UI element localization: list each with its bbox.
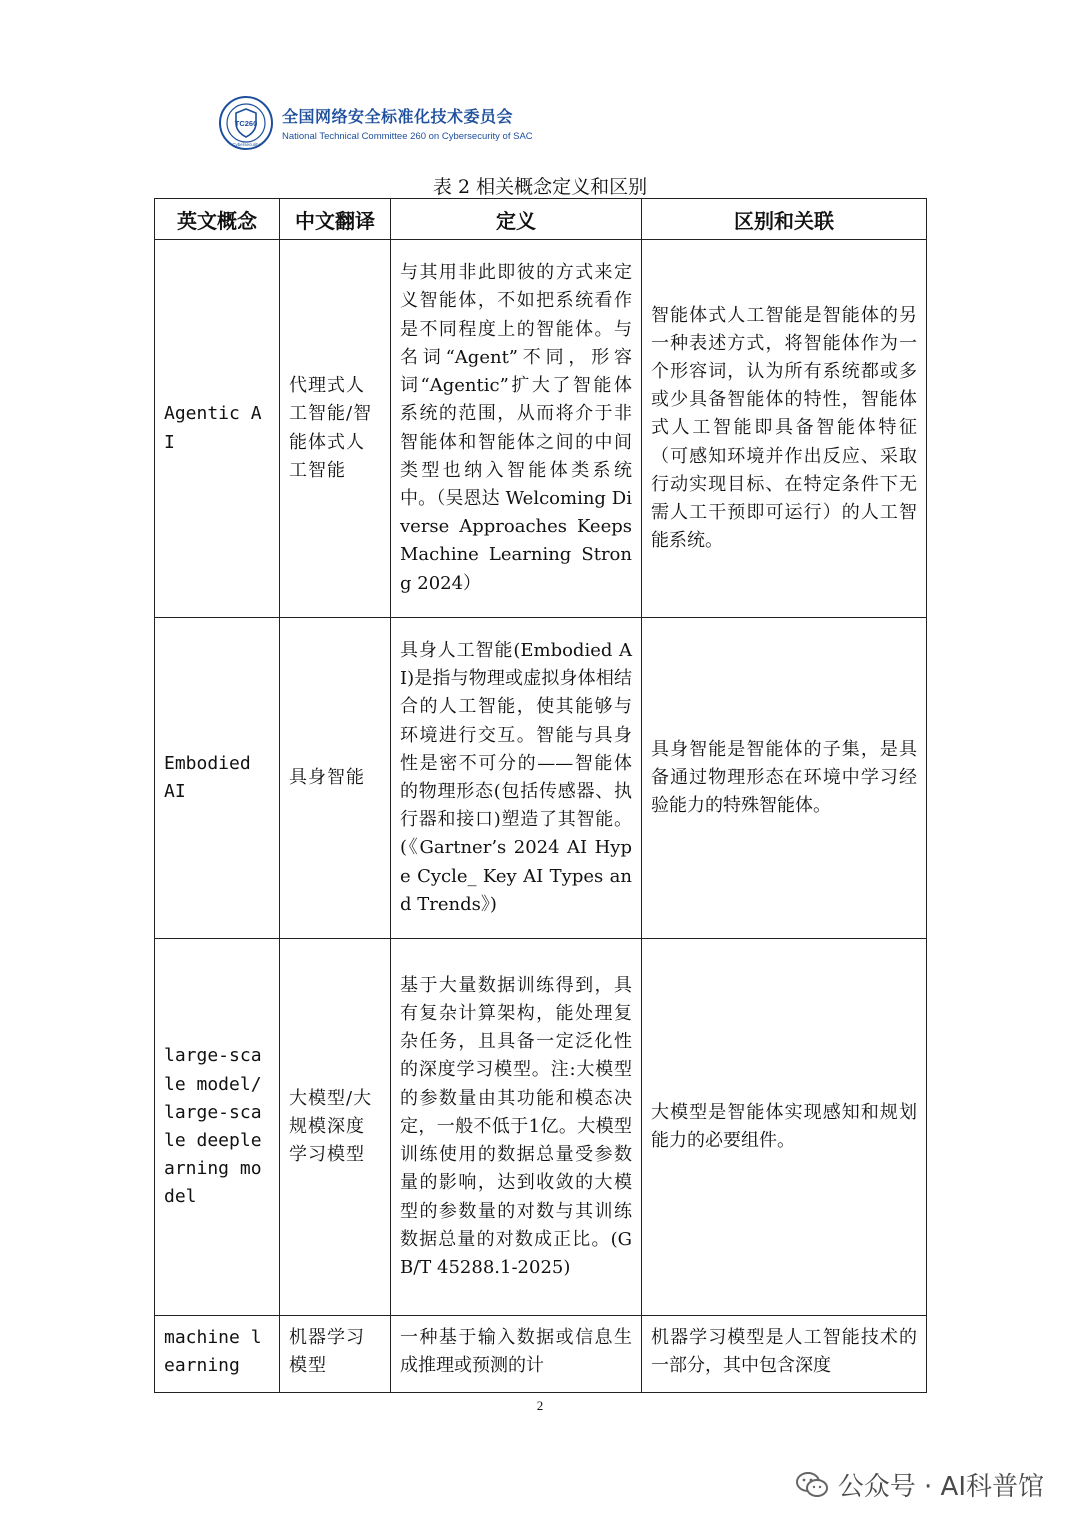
cell-definition: 与其用非此即彼的方式来定义智能体，不如把系统看作是不同程度上的智能体。与名词“Agent”不同，形容词“Agentic”扩大了智能体系统的范围，从而将介于非智能体和智能体之间的中间类型也纳入智能体类系统中。（吴恩达 Welcoming Diverse Approaches Keeps Machine Learning Strong 2024）	[391, 240, 642, 618]
header-english-concept: 英文概念	[155, 199, 280, 240]
wechat-icon	[794, 1467, 830, 1503]
cell-english: machine learning	[155, 1316, 280, 1393]
header-chinese-translation: 中文翻译	[280, 199, 391, 240]
table-header-row	[155, 199, 927, 240]
cell-english: Embodied AI	[155, 618, 280, 939]
table-row	[155, 618, 927, 939]
header-difference: 区别和关联	[642, 199, 927, 240]
cell-difference: 机器学习模型是人工智能技术的一部分，其中包含深度	[642, 1316, 927, 1393]
cell-definition: 一种基于输入数据或信息生成推理或预测的计	[391, 1316, 642, 1393]
cell-definition: 具身人工智能(Embodied AI)是指与物理或虚拟身体相结合的人工智能，使其能够与环境进行交互。智能与具身性是密不可分的——智能体的物理形态(包括传感器、执行器和接口)塑造了其智能。(《Gartner’s 2024 AI Hype Cycle_ Key AI Types and Trends》)	[391, 618, 642, 939]
tc260-logo-icon	[218, 95, 274, 151]
cell-chinese: 大模型/大规模深度学习模型	[280, 939, 391, 1316]
logo-text: TC260	[234, 119, 258, 128]
watermark-text: 公众号 · AI科普馆	[837, 1472, 1044, 1502]
cell-chinese: 代理式人工智能/智能体式人工智能	[280, 240, 391, 618]
table-row	[155, 939, 927, 1316]
cell-chinese: 机器学习模型	[280, 1316, 391, 1393]
cell-chinese: 具身智能	[280, 618, 391, 939]
org-name-en: National Technical Committee 260 on Cybersecurity of SAC	[282, 131, 533, 142]
cell-difference: 具身智能是智能体的子集，是具备通过物理形态在环境中学习经验能力的特殊智能体。	[642, 618, 927, 939]
organization-name	[282, 104, 533, 142]
table-row	[155, 1316, 927, 1393]
cell-english: large-scale model/large-scale deeplearning model	[155, 939, 280, 1316]
cell-difference: 智能体式人工智能是智能体的另一种表述方式，将智能体作为一个形容词，认为所有系统都或多或少具备智能体的特性，智能体式人工智能即具备智能体特征（可感知环境并作出反应、采取行动实现目标、在特定条件下无需人工干预即可运行）的人工智能系统。	[642, 240, 927, 618]
org-name-cn: 全国网络安全标准化技术委员会	[282, 107, 514, 126]
logo-ring-text: Cybersecurity	[232, 142, 260, 147]
document-header	[218, 95, 533, 151]
table-caption: 表 2 相关概念定义和区别	[432, 176, 648, 198]
cell-english: Agentic AI	[155, 240, 280, 618]
definitions-table	[154, 198, 927, 1393]
table-row	[155, 240, 927, 618]
watermark	[794, 1466, 1044, 1503]
cell-definition: 基于大量数据训练得到，具有复杂计算架构，能处理复杂任务，且具备一定泛化性的深度学习模型。注:大模型的参数量由其功能和模态决定，一般不低于1亿。大模型训练使用的数据总量受参数量的影响，达到收敛的大模型的参数量的对数与其训练数据总量的对数成正比。(GB/T 45288.1-2025)	[391, 939, 642, 1316]
header-definition: 定义	[391, 199, 642, 240]
page-number: 2	[536, 1398, 544, 1413]
cell-difference: 大模型是智能体实现感知和规划能力的必要组件。	[642, 939, 927, 1316]
